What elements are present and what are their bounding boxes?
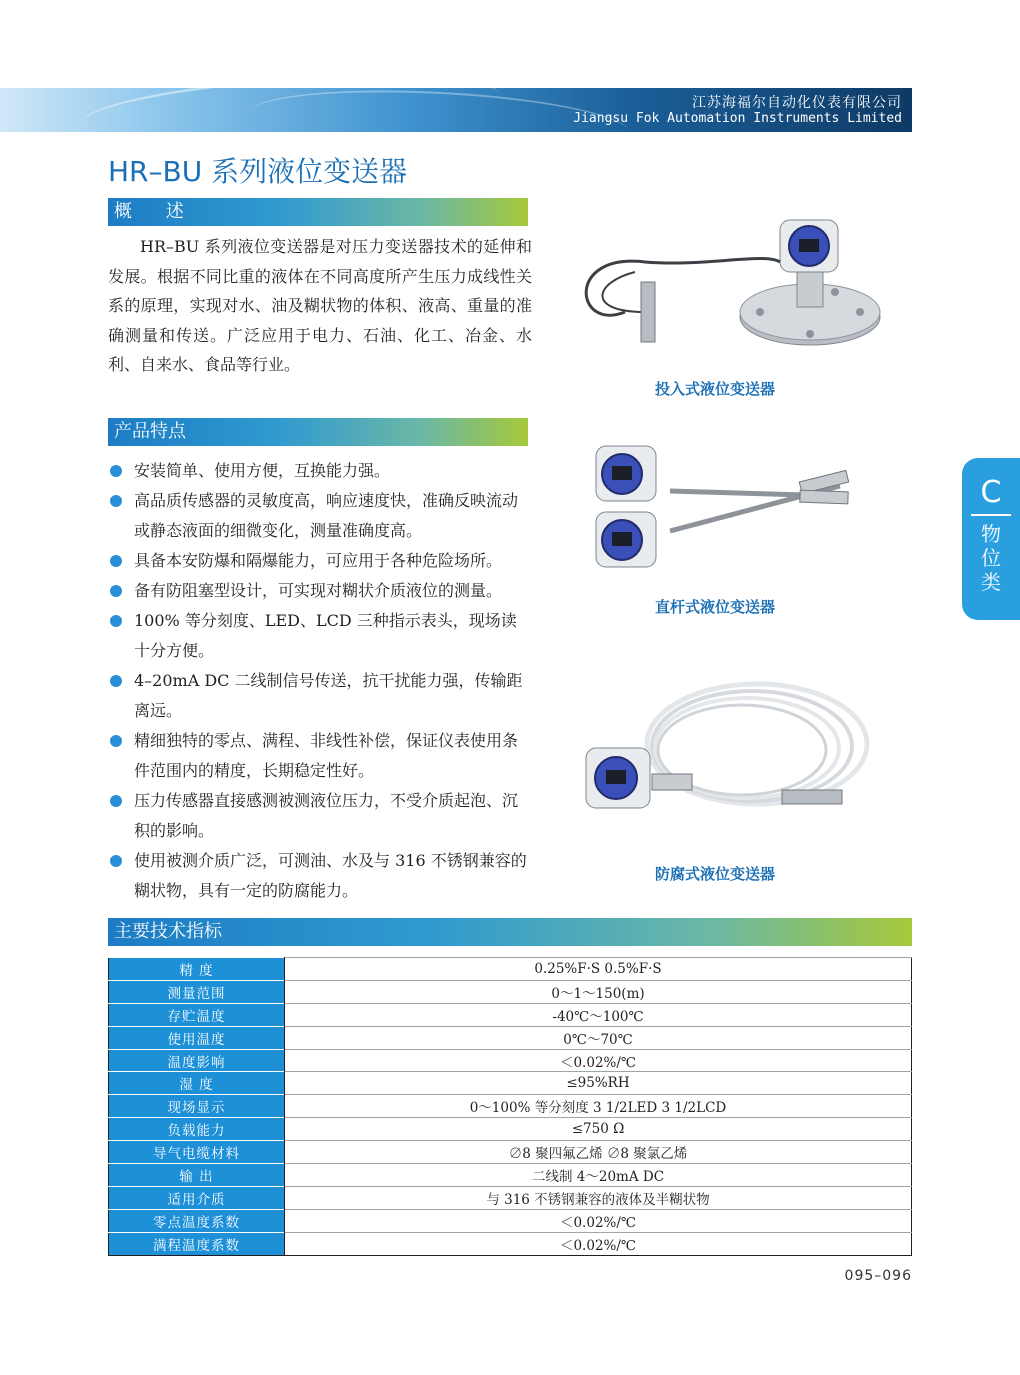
spec-value: ∅8 聚四氟乙烯 ∅8 聚氯乙烯	[285, 1141, 912, 1164]
table-row	[109, 958, 912, 981]
table-row	[109, 1186, 912, 1209]
feature-text: 4–20mA DC 二线制信号传送，抗干扰能力强，传输距离远。	[134, 671, 523, 720]
spec-value: -40℃～100℃	[285, 1003, 912, 1026]
bullet-icon	[110, 735, 122, 747]
bullet-icon	[110, 615, 122, 627]
specs-heading: 主要技术指标	[108, 918, 912, 946]
list-item	[108, 606, 532, 666]
page-number: 095–096	[844, 1268, 912, 1284]
table-row	[109, 1141, 912, 1164]
category-side-tab	[962, 458, 1020, 620]
product-caption: 投入式液位变送器	[654, 380, 775, 398]
overview-heading: 概 述	[108, 198, 528, 226]
table-row	[109, 1164, 912, 1187]
bullet-icon	[110, 555, 122, 567]
list-item	[108, 666, 532, 726]
list-item	[108, 576, 532, 606]
feature-text: 具备本安防爆和隔爆能力，可应用于各种危险场所。	[134, 551, 503, 570]
table-row	[109, 1118, 912, 1141]
product-caption: 直杆式液位变送器	[654, 598, 775, 616]
spec-label: 满程温度系数	[109, 1232, 285, 1255]
feature-text: 备有防阻塞型设计，可实现对糊状介质液位的测量。	[134, 581, 503, 600]
table-row	[109, 1209, 912, 1232]
spec-value: 二线制 4～20mA DC	[285, 1164, 912, 1187]
spec-value: 0℃～70℃	[285, 1026, 912, 1049]
table-row	[109, 1003, 912, 1026]
list-item	[108, 726, 532, 786]
overview-text: HR–BU 系列液位变送器是对压力变送器技术的延伸和发展。根据不同比重的液体在不同高度所产生压力成线性关系的原理，实现对水、油及糊状物的体积、液高、重量的准确测量和传送。广泛应用于电力、石油、化工、冶金、水利、自来水、食品等行业。	[108, 237, 532, 374]
spec-label: 现场显示	[109, 1095, 285, 1118]
feature-text: 高品质传感器的灵敏度高，响应速度快，准确反映流动或静态液面的细微变化，测量准确度高。	[134, 491, 519, 540]
list-item	[108, 546, 532, 576]
bullet-icon	[110, 855, 122, 867]
page-title: HR–BU 系列液位变送器	[108, 155, 408, 188]
spec-value: 0～100% 等分刻度 3 1/2LED 3 1/2LCD	[285, 1095, 912, 1118]
list-item	[108, 486, 532, 546]
spec-label: 测量范围	[109, 980, 285, 1003]
feature-text: 压力传感器直接感测被测液位压力，不受介质起泡、沉积的影响。	[134, 791, 519, 840]
list-item	[108, 456, 532, 486]
tab-divider	[971, 514, 1011, 516]
table-row	[109, 1049, 912, 1072]
bullet-icon	[110, 585, 122, 597]
table-row	[109, 1095, 912, 1118]
list-item	[108, 786, 532, 846]
spec-label: 适用介质	[109, 1186, 285, 1209]
spec-label: 精 度	[109, 958, 285, 981]
spec-value: ＜0.02%/℃	[285, 1232, 912, 1255]
rod-transmitter-image	[590, 436, 870, 584]
spec-label: 零点温度系数	[109, 1209, 285, 1232]
spec-value: 0.25%F·S 0.5%F·S	[285, 958, 912, 981]
spec-value: ＜0.02%/℃	[285, 1049, 912, 1072]
feature-text: 使用被测介质广泛，可测油、水及与 316 不锈钢兼容的糊状物，具有一定的防腐能力。	[134, 851, 527, 900]
spec-value: ≤95%RH	[285, 1072, 912, 1095]
spec-value: ≤750 Ω	[285, 1118, 912, 1141]
table-row	[109, 1232, 912, 1255]
bullet-icon	[110, 675, 122, 687]
feature-text: 安装简单、使用方便，互换能力强。	[134, 461, 391, 480]
feature-text: 精细独特的零点、满程、非线性补偿，保证仪表使用条件范围内的精度，长期稳定性好。	[134, 731, 519, 780]
features-list	[108, 456, 532, 906]
spec-label: 湿 度	[109, 1072, 285, 1095]
spec-value: 与 316 不锈钢兼容的液体及半糊状物	[285, 1186, 912, 1209]
features-heading: 产品特点	[108, 418, 528, 446]
spec-value: 0～1～150(m)	[285, 980, 912, 1003]
company-name-cn: 江苏海福尔自动化仪表有限公司	[692, 95, 902, 111]
bullet-icon	[110, 495, 122, 507]
table-row	[109, 1072, 912, 1095]
spec-label: 输 出	[109, 1164, 285, 1187]
bullet-icon	[110, 795, 122, 807]
specs-table	[108, 957, 912, 1256]
product-caption: 防腐式液位变送器	[654, 865, 775, 883]
category-letter: C	[980, 475, 1002, 510]
header-banner	[0, 88, 912, 132]
bullet-icon	[110, 465, 122, 477]
spec-label: 温度影响	[109, 1049, 285, 1072]
category-label: 物位类	[981, 522, 1001, 594]
overview-paragraph	[108, 232, 532, 380]
spec-label: 导气电缆材料	[109, 1141, 285, 1164]
list-item	[108, 846, 532, 906]
table-row	[109, 980, 912, 1003]
spec-value: ＜0.02%/℃	[285, 1209, 912, 1232]
submersible-transmitter-image	[565, 212, 885, 362]
spec-label: 存贮温度	[109, 1003, 285, 1026]
spec-label: 使用温度	[109, 1026, 285, 1049]
feature-text: 100% 等分刻度、LED、LCD 三种指示表头，现场读十分方便。	[134, 611, 517, 660]
company-name-en: Jiangsu Fok Automation Instruments Limited	[573, 111, 902, 126]
table-row	[109, 1026, 912, 1049]
spec-label: 负载能力	[109, 1118, 285, 1141]
anticorrosion-transmitter-image	[582, 674, 872, 824]
